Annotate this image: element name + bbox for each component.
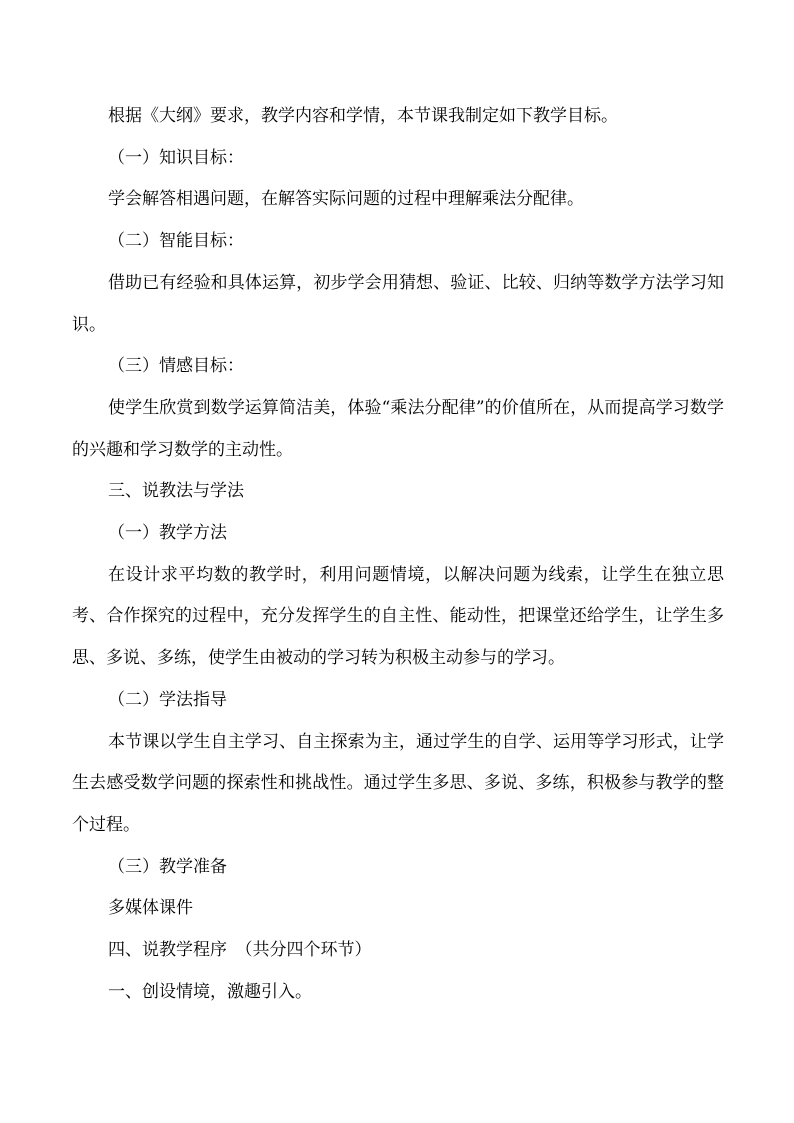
heading-knowledge-goal: （一）知识目标： [108,147,244,168]
learning-guidance-text: 本节课以学生自主学习、自主探索为主，通过学生的自学、运用等学习形式，让学生去感受数学问题的探索性和挑战性。通过学生多思、多说、多练，积极参与教学的整个过程。 [72,731,724,835]
emotion-goal-text: 使学生欣赏到数学运算简洁美，体验“乘法分配律”的价值所在，从而提高学习数学的兴趣和学习数学的主动性。 [72,397,724,460]
section-heading-methods: 三、说教法与学法 [108,481,244,502]
procedure-step-one: 一、创设情境，激趣引入。 [108,981,312,1002]
ability-goal-text: 借助已有经验和具体运算，初步学会用猜想、验证、比较、归纳等数学方法学习知识。 [72,272,724,335]
heading-ability-goal: （二）智能目标： [108,231,244,252]
heading-emotion-goal: （三）情感目标： [108,356,244,377]
knowledge-goal-text: 学会解答相遇问题，在解答实际问题的过程中理解乘法分配律。 [108,189,584,210]
teaching-method-text: 在设计求平均数的教学时，利用问题情境，以解决问题为线索，让学生在独立思考、合作探究的过程中，充分发挥学生的自主性、能动性，把课堂还给学生，让学生多思、多说、多练，使学生由被动的学习转为积极主动参与的学习。 [72,564,724,669]
heading-teaching-method: （一）教学方法 [108,523,227,544]
document-body [72,96,724,1013]
heading-teaching-preparation: （三）教学准备 [108,856,227,877]
heading-learning-guidance: （二）学法指导 [108,689,227,710]
teaching-preparation-text: 多媒体课件 [108,898,193,919]
intro-paragraph: 根据《大纲》要求，教学内容和学情，本节课我制定如下教学目标。 [108,106,618,126]
section-heading-procedure: 四、说教学程序 （共分四个环节） [108,940,372,961]
